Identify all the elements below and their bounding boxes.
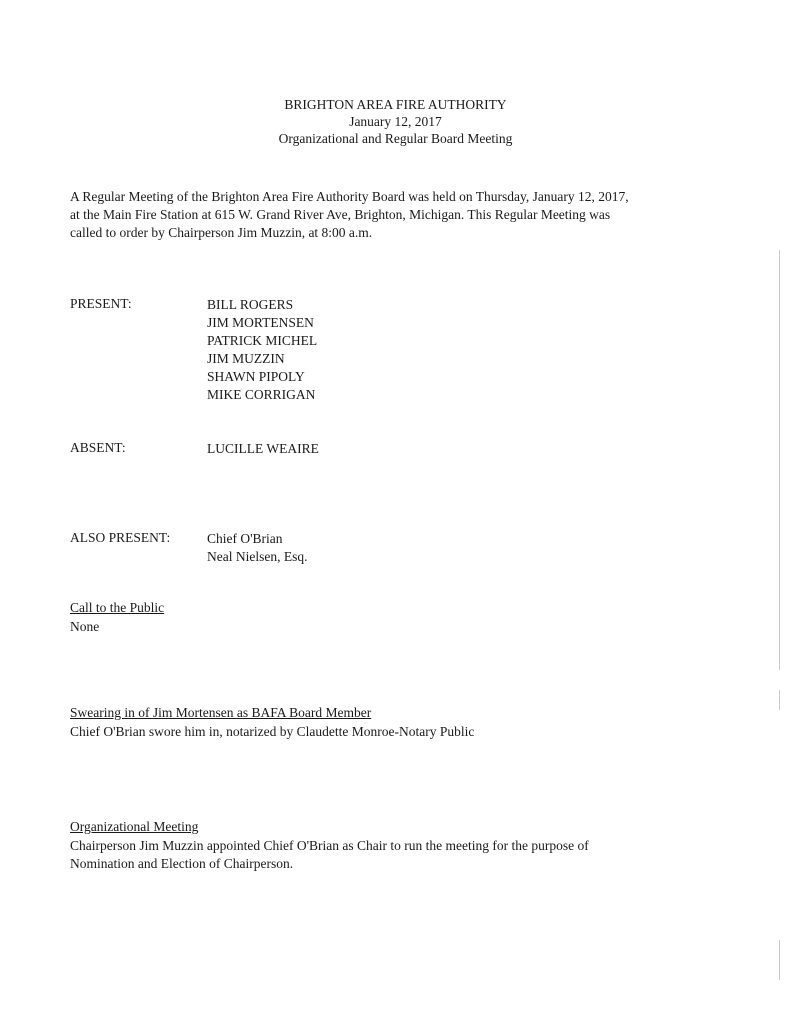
meeting-type: Organizational and Regular Board Meeting [278,131,513,146]
organization-name: BRIGHTON AREA FIRE AUTHORITY [284,97,507,112]
section-title-swearing-in: Swearing in of Jim Mortensen as BAFA Board Member [70,705,372,720]
scan-edge-mark [779,690,780,710]
also-present-list [207,530,307,566]
section-line: None [70,619,100,634]
section-line: Chairperson Jim Muzzin appointed Chief O'Brian as Chair to run the meeting for the purpose of [70,838,589,853]
section-line: Chief O'Brian swore him in, notarized by Claudette Monroe-Notary Public [70,724,475,739]
scan-edge-mark [779,940,780,980]
intro-line: at the Main Fire Station at 615 W. Grand River Ave, Brighton, Michigan. This Regular Meeting was [70,207,611,222]
scan-edge-mark [779,250,780,670]
absent-list [207,440,319,458]
present-member: PATRICK MICHEL [207,333,318,348]
section-line: Nomination and Election of Chairperson. [70,856,294,871]
present-label: PRESENT: [70,296,132,311]
section-title-organizational-meeting: Organizational Meeting [70,819,199,834]
section-title-call-to-public: Call to the Public [70,600,165,615]
present-member: MIKE CORRIGAN [207,387,316,402]
absent-label: ABSENT: [70,440,126,455]
absent-member: LUCILLE WEAIRE [207,441,319,456]
present-member: JIM MORTENSEN [207,315,314,330]
document-header [0,96,791,147]
meeting-date: January 12, 2017 [349,114,442,129]
present-member: JIM MUZZIN [207,351,285,366]
present-member: BILL ROGERS [207,297,294,312]
also-present-person: Chief O'Brian [207,531,283,546]
section-body-swearing-in [70,723,474,741]
also-present-person: Neal Nielsen, Esq. [207,549,308,564]
section-body-organizational-meeting [70,837,589,873]
intro-line: called to order by Chairperson Jim Muzzin, at 8:00 a.m. [70,225,373,240]
intro-paragraph [70,188,750,242]
section-body-call-to-public [70,618,99,636]
intro-line: A Regular Meeting of the Brighton Area Fire Authority Board was held on Thursday, January 12, 2017, [70,189,629,204]
present-list [207,296,317,404]
also-present-label: ALSO PRESENT: [70,530,171,545]
present-member: SHAWN PIPOLY [207,369,305,384]
